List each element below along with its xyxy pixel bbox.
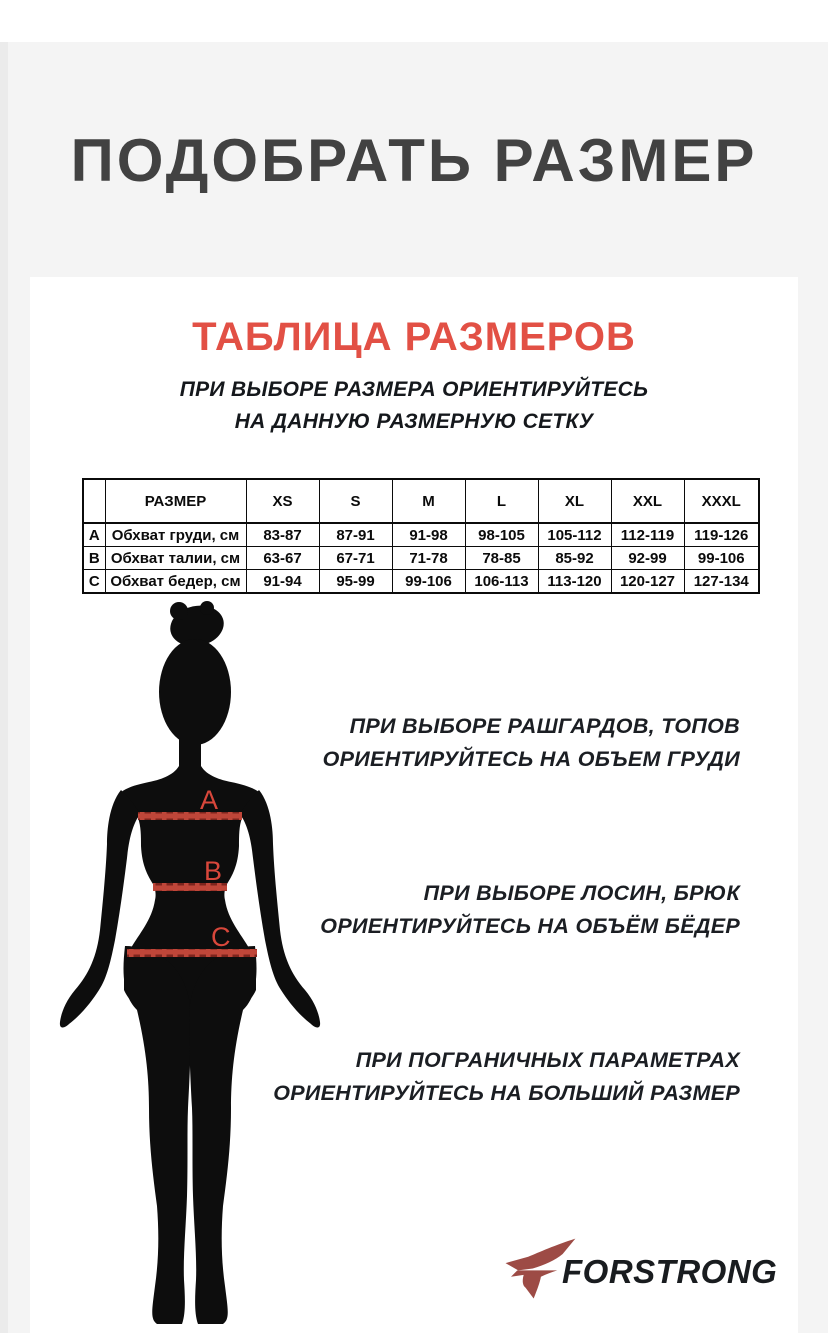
cell-value: 99-106 — [684, 547, 759, 570]
row-label: Обхват талии, см — [105, 547, 246, 570]
top-white-strip — [0, 0, 828, 42]
note-line2: ОРИЕНТИРУЙТЕСЬ НА ОБЪЁМ БЁДЕР — [320, 914, 740, 938]
row-letter: C — [83, 570, 105, 594]
note-tops-chest — [323, 710, 740, 776]
header-cell-m: M — [392, 479, 465, 523]
header-cell-size: РАЗМЕР — [105, 479, 246, 523]
cell-value: 71-78 — [392, 547, 465, 570]
note-line2: ОРИЕНТИРУЙТЕСЬ НА БОЛЬШИЙ РАЗМЕР — [273, 1081, 740, 1105]
cell-value: 91-98 — [392, 523, 465, 547]
header-cell-s: S — [319, 479, 392, 523]
cell-value: 98-105 — [465, 523, 538, 547]
cell-value: 112-119 — [611, 523, 684, 547]
card-heading: ТАБЛИЦА РАЗМЕРОВ — [192, 315, 636, 359]
cell-value: 105-112 — [538, 523, 611, 547]
cell-value: 92-99 — [611, 547, 684, 570]
note-borderline-size — [273, 1044, 740, 1110]
header-cell-xxl: XXL — [611, 479, 684, 523]
row-label: Обхват бедер, см — [105, 570, 246, 594]
measure-label-chest: A — [200, 785, 219, 815]
table-row-hips — [83, 570, 759, 594]
measure-tape-hips — [127, 949, 257, 957]
measure-label-waist: B — [204, 856, 223, 886]
note-line1: ПРИ ВЫБОРЕ ЛОСИН, БРЮК — [423, 881, 740, 905]
note-line2: ОРИЕНТИРУЙТЕСЬ НА ОБЪЕМ ГРУДИ — [322, 747, 740, 771]
cell-value: 87-91 — [319, 523, 392, 547]
silhouette-body — [60, 601, 320, 1324]
cell-value: 119-126 — [684, 523, 759, 547]
header-cell-xl: XL — [538, 479, 611, 523]
size-guide-card — [30, 277, 798, 1333]
size-table — [82, 478, 760, 594]
header-cell-xxxl: XXXL — [684, 479, 759, 523]
cell-value: 120-127 — [611, 570, 684, 594]
cell-value: 85-92 — [538, 547, 611, 570]
card-subtitle — [30, 374, 798, 438]
cell-value: 83-87 — [246, 523, 319, 547]
cell-value: 67-71 — [319, 547, 392, 570]
left-edge-strip — [0, 42, 8, 1333]
header-cell-xs: XS — [246, 479, 319, 523]
card-subtitle-line1: ПРИ ВЫБОРЕ РАЗМЕРА ОРИЕНТИРУЙТЕСЬ — [179, 378, 649, 401]
table-header-row — [83, 479, 759, 523]
note-line1: ПРИ ВЫБОРЕ РАШГАРДОВ, ТОПОВ — [349, 714, 740, 738]
row-letter: B — [83, 547, 105, 570]
body-silhouette-svg — [55, 600, 335, 1333]
table-row-waist — [83, 547, 759, 570]
cell-value: 95-99 — [319, 570, 392, 594]
cell-value: 113-120 — [538, 570, 611, 594]
measure-tape-chest — [138, 812, 242, 820]
cell-value: 106-113 — [465, 570, 538, 594]
row-label: Обхват груди, см — [105, 523, 246, 547]
row-letter: A — [83, 523, 105, 547]
cell-value: 127-134 — [684, 570, 759, 594]
header-cell-blank — [83, 479, 105, 523]
cell-value: 78-85 — [465, 547, 538, 570]
note-leggings-hips — [320, 877, 740, 943]
cell-value: 99-106 — [392, 570, 465, 594]
page-title: ПОДОБРАТЬ РАЗМЕР — [70, 127, 758, 194]
brand-name: FORSTRONG — [562, 1253, 778, 1290]
header-cell-l: L — [465, 479, 538, 523]
female-silhouette-figure — [55, 600, 335, 1333]
card-subtitle-line2: НА ДАННУЮ РАЗМЕРНУЮ СЕТКУ — [234, 410, 594, 433]
measure-label-hips: C — [211, 922, 231, 952]
cell-value: 63-67 — [246, 547, 319, 570]
table-row-chest — [83, 523, 759, 547]
note-line1: ПРИ ПОГРАНИЧНЫХ ПАРАМЕТРАХ — [355, 1048, 740, 1072]
brand-logo — [498, 1235, 788, 1307]
cell-value: 91-94 — [246, 570, 319, 594]
